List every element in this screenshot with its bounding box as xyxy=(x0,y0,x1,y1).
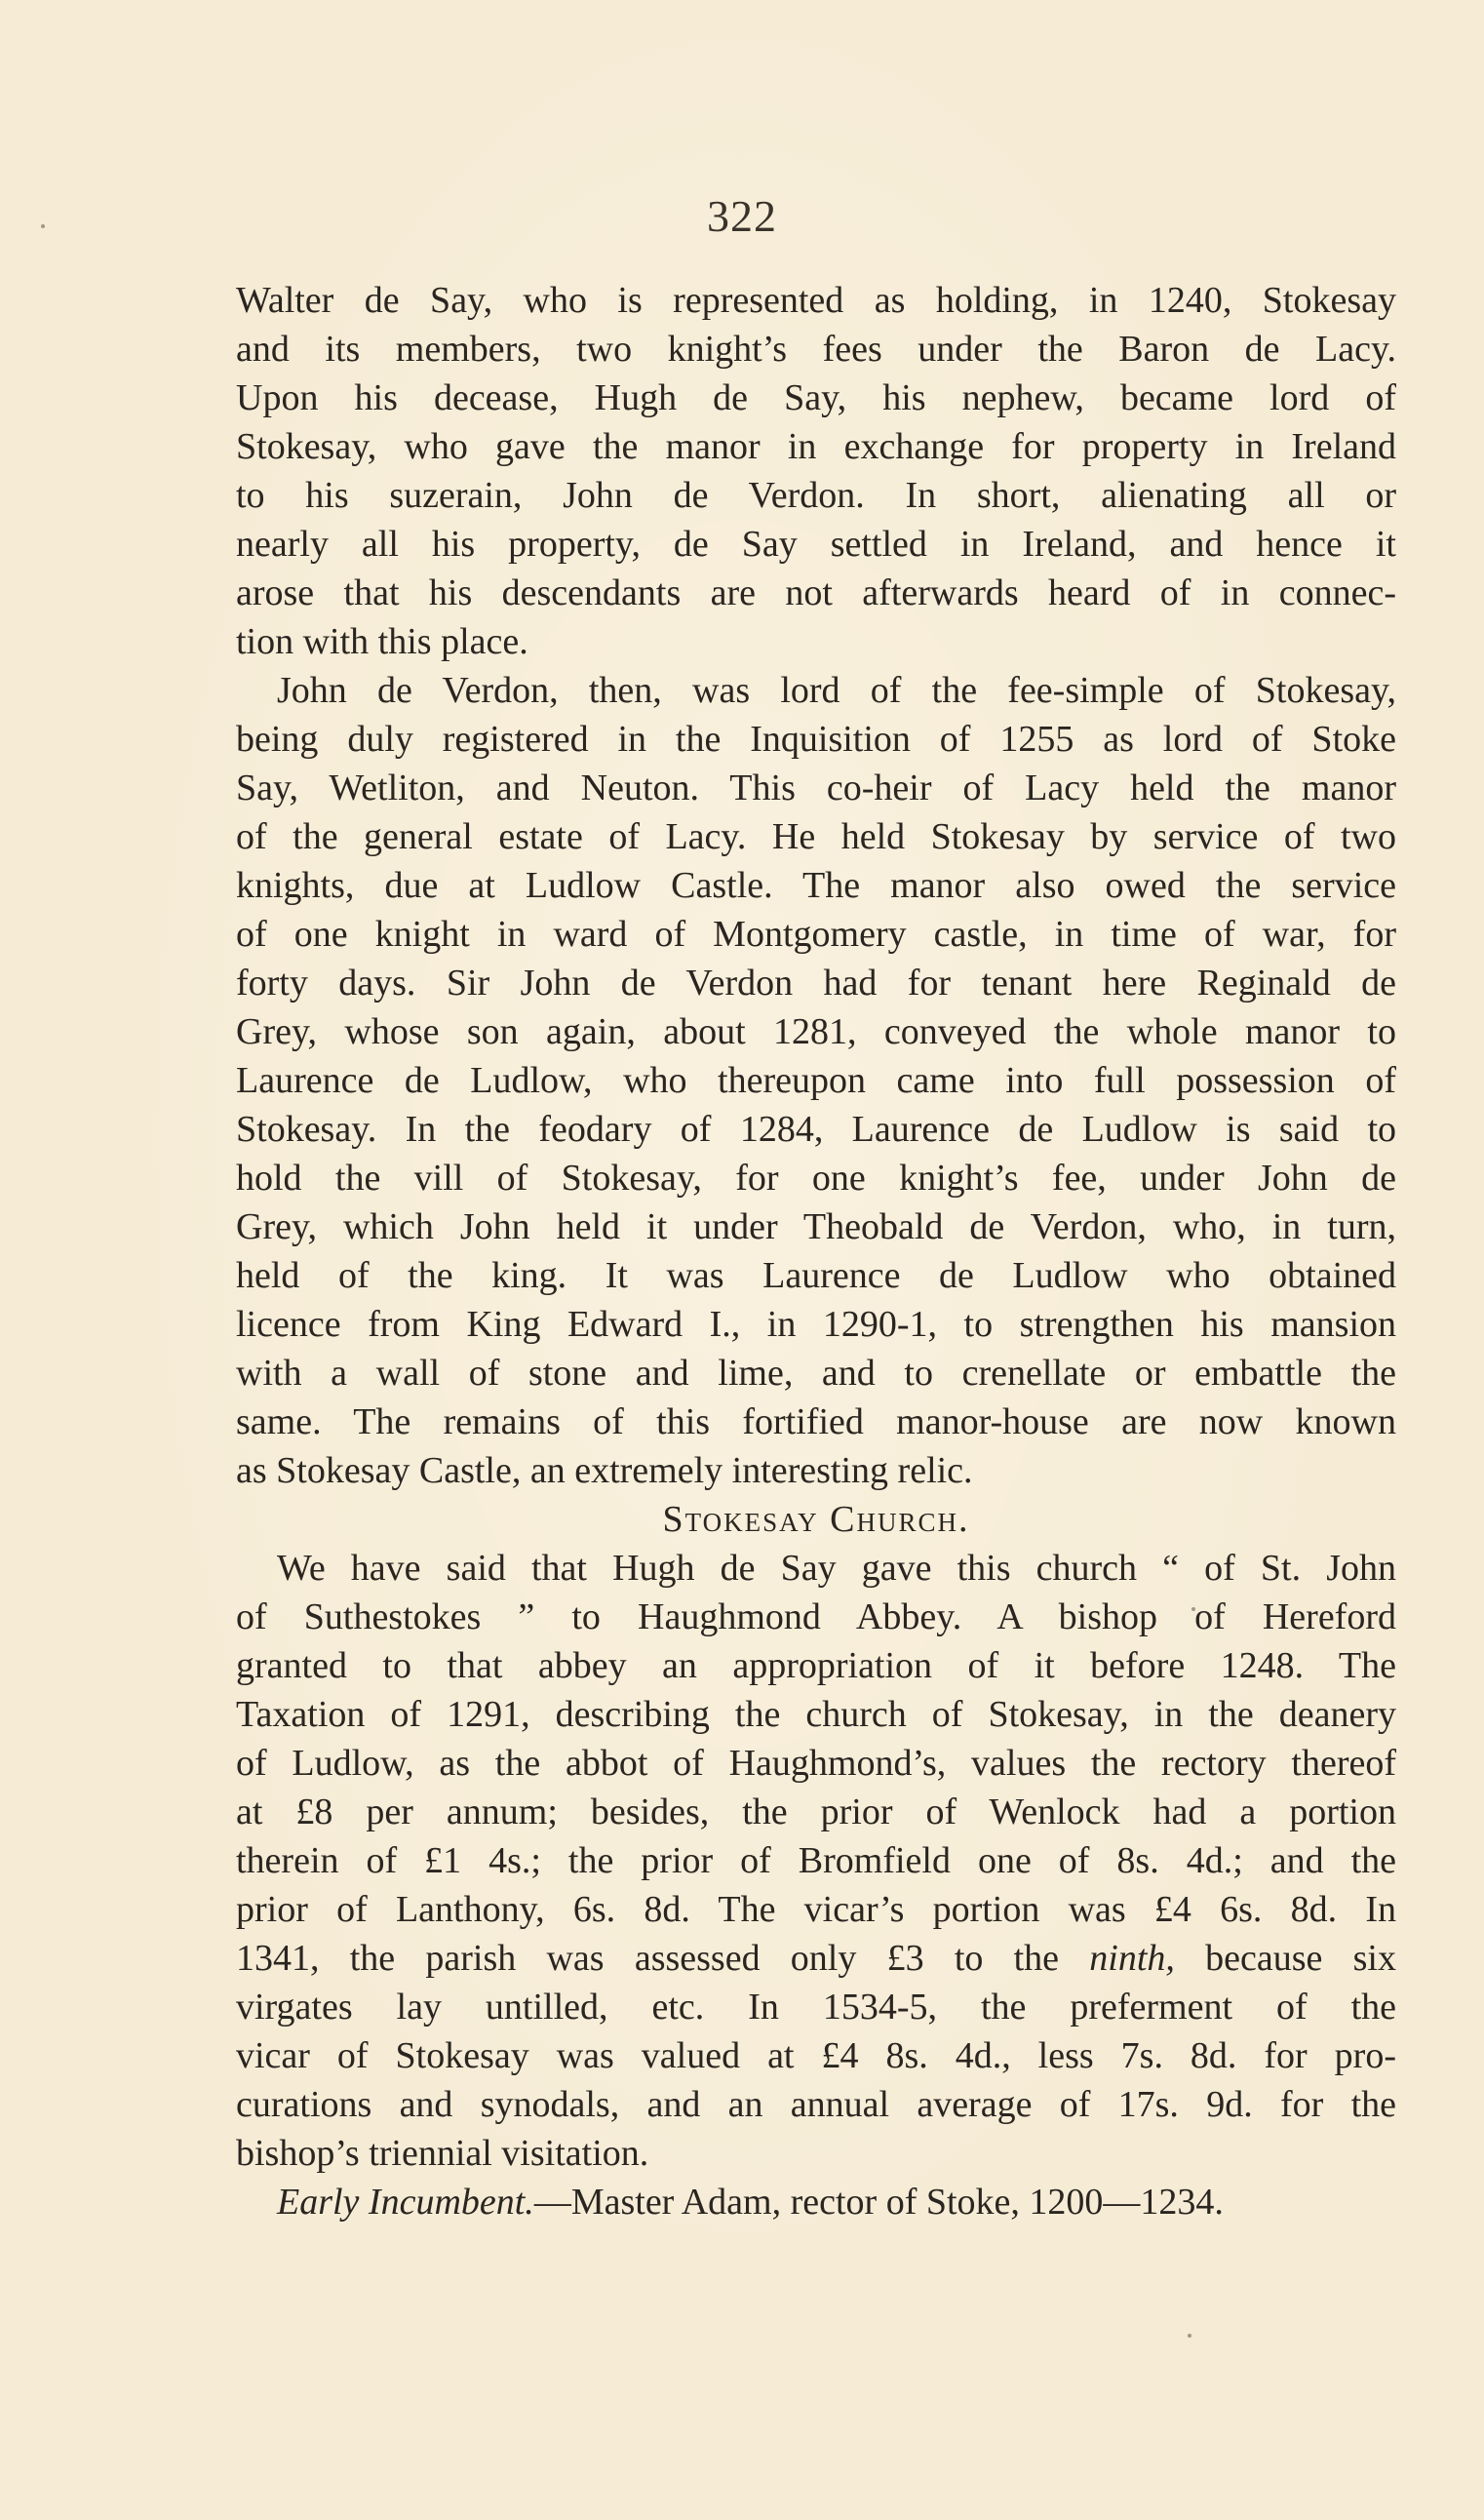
text-line: Grey, whose son again, about 1281, conveyed the whole manor to xyxy=(236,1011,1396,1052)
text-line: We have said that Hugh de Say gave this church “ of St. John xyxy=(277,1548,1396,1589)
text-line: held of the king. It was Laurence de Ludlow who obtained xyxy=(236,1255,1396,1296)
text-line: Taxation of 1291, describing the church of Stokesay, in the deanery xyxy=(236,1694,1396,1735)
text-line: same. The remains of this fortified manor-house are now known xyxy=(236,1401,1396,1442)
italic-term: ninth, xyxy=(1089,1938,1175,1979)
text-segment: —Master Adam, rector of Stoke, 1200—1234. xyxy=(533,2182,1224,2223)
text-line: with a wall of stone and lime, and to crenellate or embattle the xyxy=(236,1353,1396,1394)
text-line: forty days. Sir John de Verdon had for tenant here Reginald de xyxy=(236,963,1396,1004)
text-line: Stokesay, who gave the manor in exchange for property in Ireland xyxy=(236,426,1396,467)
text-line: arose that his descendants are not afterwards heard of in connec- xyxy=(236,572,1396,613)
text-line: vicar of Stokesay was valued at £4 8s. 4d., less 7s. 8d. for pro- xyxy=(236,2035,1396,2076)
text-line: nearly all his property, de Say settled in Ireland, and hence it xyxy=(236,524,1396,565)
text-line: bishop’s triennial visitation. xyxy=(236,2133,649,2174)
text-line xyxy=(236,2178,1396,2226)
text-line: as Stokesay Castle, an extremely interesting relic. xyxy=(236,1450,973,1491)
text-line: tion with this place. xyxy=(236,621,528,662)
text-line: of Ludlow, as the abbot of Haughmond’s, values the rectory thereof xyxy=(236,1743,1396,1784)
text-line: Upon his decease, Hugh de Say, his nephew, became lord of xyxy=(236,377,1396,418)
text-line: Say, Wetliton, and Neuton. This co-heir of Lacy held the manor xyxy=(236,768,1396,808)
speck-mark xyxy=(1188,2334,1191,2338)
text-line: knights, due at Ludlow Castle. The manor also owed the service xyxy=(236,865,1396,906)
text-line: Walter de Say, who is represented as holding, in 1240, Stokesay xyxy=(236,280,1396,321)
text-line: to his suzerain, John de Verdon. In short, alienating all or xyxy=(236,475,1396,516)
text-line: therein of £1 4s.; the prior of Bromfield one of 8s. 4d.; and the xyxy=(236,1840,1396,1881)
text-line: at £8 per annum; besides, the prior of Wenlock had a portion xyxy=(236,1792,1396,1832)
italic-label: Early Incumbent. xyxy=(277,2182,534,2223)
text-line xyxy=(236,1934,1396,1983)
text-line: curations and synodals, and an annual average of 17s. 9d. for the xyxy=(236,2084,1396,2125)
text-line: of Suthestokes ” to Haughmond Abbey. A bishop of Hereford xyxy=(236,1596,1396,1637)
text-segment: 1341, the parish was assessed only £3 to the xyxy=(236,1938,1090,1979)
text-line: Grey, which John held it under Theobald de Verdon, who, in turn, xyxy=(236,1206,1396,1247)
text-line: Laurence de Ludlow, who thereupon came into full possession of xyxy=(236,1060,1396,1101)
text-line: prior of Lanthony, 6s. 8d. The vicar’s portion was £4 6s. 8d. In xyxy=(236,1889,1396,1930)
text-line: hold the vill of Stokesay, for one knight’s fee, under John de xyxy=(236,1158,1396,1199)
text-line: Stokesay. In the feodary of 1284, Laurence de Ludlow is said to xyxy=(236,1109,1396,1150)
text-line: virgates lay untilled, etc. In 1534-5, the preferment of the xyxy=(236,1987,1396,2028)
text-line: and its members, two knight’s fees under the Baron de Lacy. xyxy=(236,329,1396,370)
text-line: John de Verdon, then, was lord of the fee-simple of Stokesay, xyxy=(277,670,1396,711)
text-line: granted to that abbey an appropriation of it before 1248. The xyxy=(236,1645,1396,1686)
text-line: licence from King Edward I., in 1290-1, to strengthen his mansion xyxy=(236,1304,1396,1345)
text-line: of the general estate of Lacy. He held Stokesay by service of two xyxy=(236,816,1396,857)
page-number: 322 xyxy=(707,191,777,241)
section-heading: Stokesay Church. xyxy=(662,1499,970,1540)
text-line: of one knight in ward of Montgomery castle, in time of war, for xyxy=(236,914,1396,955)
text-line: being duly registered in the Inquisition of 1255 as lord of Stoke xyxy=(236,719,1396,760)
text-segment: because six xyxy=(1174,1938,1396,1979)
body-text xyxy=(236,276,1396,2226)
